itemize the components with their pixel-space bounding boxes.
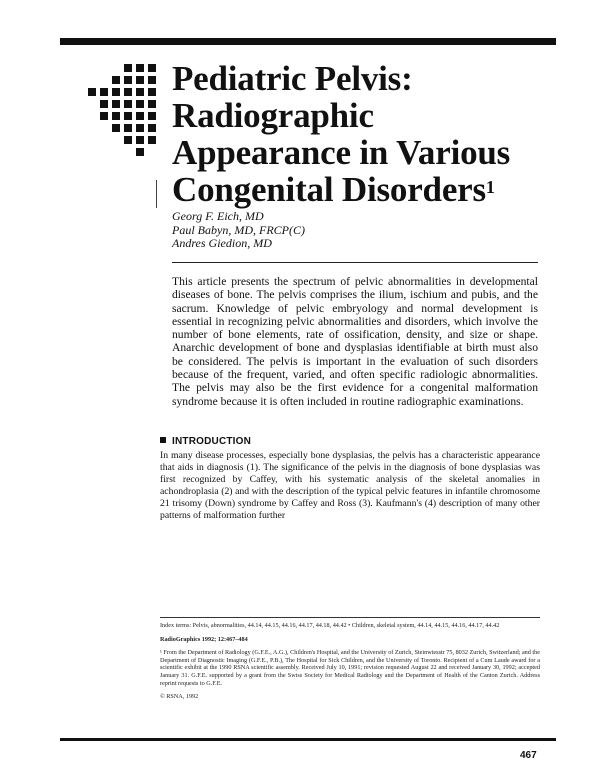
journal-logo-grid — [86, 64, 160, 164]
section-heading — [160, 436, 251, 447]
bottom-rule — [60, 738, 556, 741]
footnotes — [160, 622, 540, 707]
heading-bullet-icon — [160, 437, 166, 443]
abstract-divider — [172, 262, 538, 263]
section-heading-text: INTRODUCTION — [172, 436, 252, 447]
article-title-text: Pediatric Pelvis: Radiographic Appearance in Various Congenital Disorders — [172, 59, 511, 209]
footnote-divider — [160, 617, 540, 618]
author-name: Paul Babyn, MD, FRCP(C) — [172, 222, 305, 237]
title-footnote-marker: 1 — [485, 177, 495, 197]
author-list — [172, 210, 305, 251]
article-title — [172, 60, 552, 208]
index-terms: Index terms: Pelvis, abnormalities, 44.14, 44.15, 44.16, 44.17, 44.18, 44.42 • Children, skeletal system, 44.14, 44.15, 44.16, 44.17, 44.42 — [160, 622, 500, 629]
margin-rule — [156, 180, 157, 208]
abstract: This article presents the spectrum of pelvic abnormalities in developmental diseases of bone. The pelvis comprises the ilium, ischium and pubis, and the sacrum. Knowledge of pelvic embryology and normal development is essential in recognizing pelvic abnormalities and disorders, which involve the number of bone elements, rate of ossification, density, and size or shape. Anarchic development of bone and dysplasias identifiable at birth must also be considered. The pelvis is important in the evaluation of such disorders because of the frequent, varied, and often specific radiologic abnormalities. The pelvis may also be the first evidence for a congenital malformation syndrome because it is often included in routine radiographic examinations. — [172, 275, 538, 408]
body-paragraph: In many disease processes, especially bone dysplasias, the pelvis has a characteristic appearance that aids in diagnosis (1). The significance of the pelvis in the diagnosis of bone dysplasias was first recognized by Caffey, with his systematic analysis of the skeletal anomalies in achondroplasia (2) and with the description of the typical pelvic features in infantile chromosome 21 trisomy (Down) syndrome by Caffey and Ross (3). Kaufmann's (4) description of many other patterns of malformation further — [160, 450, 540, 521]
author-name: Andres Giedion, MD — [172, 236, 272, 250]
copyright: © RSNA, 1992 — [160, 693, 199, 701]
journal-citation: RadioGraphics 1992; 12:467–484 — [160, 635, 248, 643]
author-name: Georg F. Eich, MD — [172, 209, 264, 223]
top-rule — [60, 38, 556, 45]
page-number: 467 — [520, 750, 537, 761]
affiliation-note: ¹ From the Department of Radiology (G.F.E., A.G.), Children's Hospital, and the University of Zurich, Steinwiesstr 75, 8032 Zurich, Switzerland; and the Department of Diagnostic Imaging (G.F.E., P.B.), The Hospital for Sick Children, and the University of Toronto. Recipient of a Cum Laude award for a scientific exhibit at the 1990 RSNA scientific assembly. Received July 10, 1991; revision requested August 22 and received January 30, 1992; accepted January 31. G.F.E. supported by a grant from the Swiss Society for Medical Radiology and the Department of Health of the Canton Zurich. Address reprint requests to G.F.E. — [160, 649, 540, 687]
